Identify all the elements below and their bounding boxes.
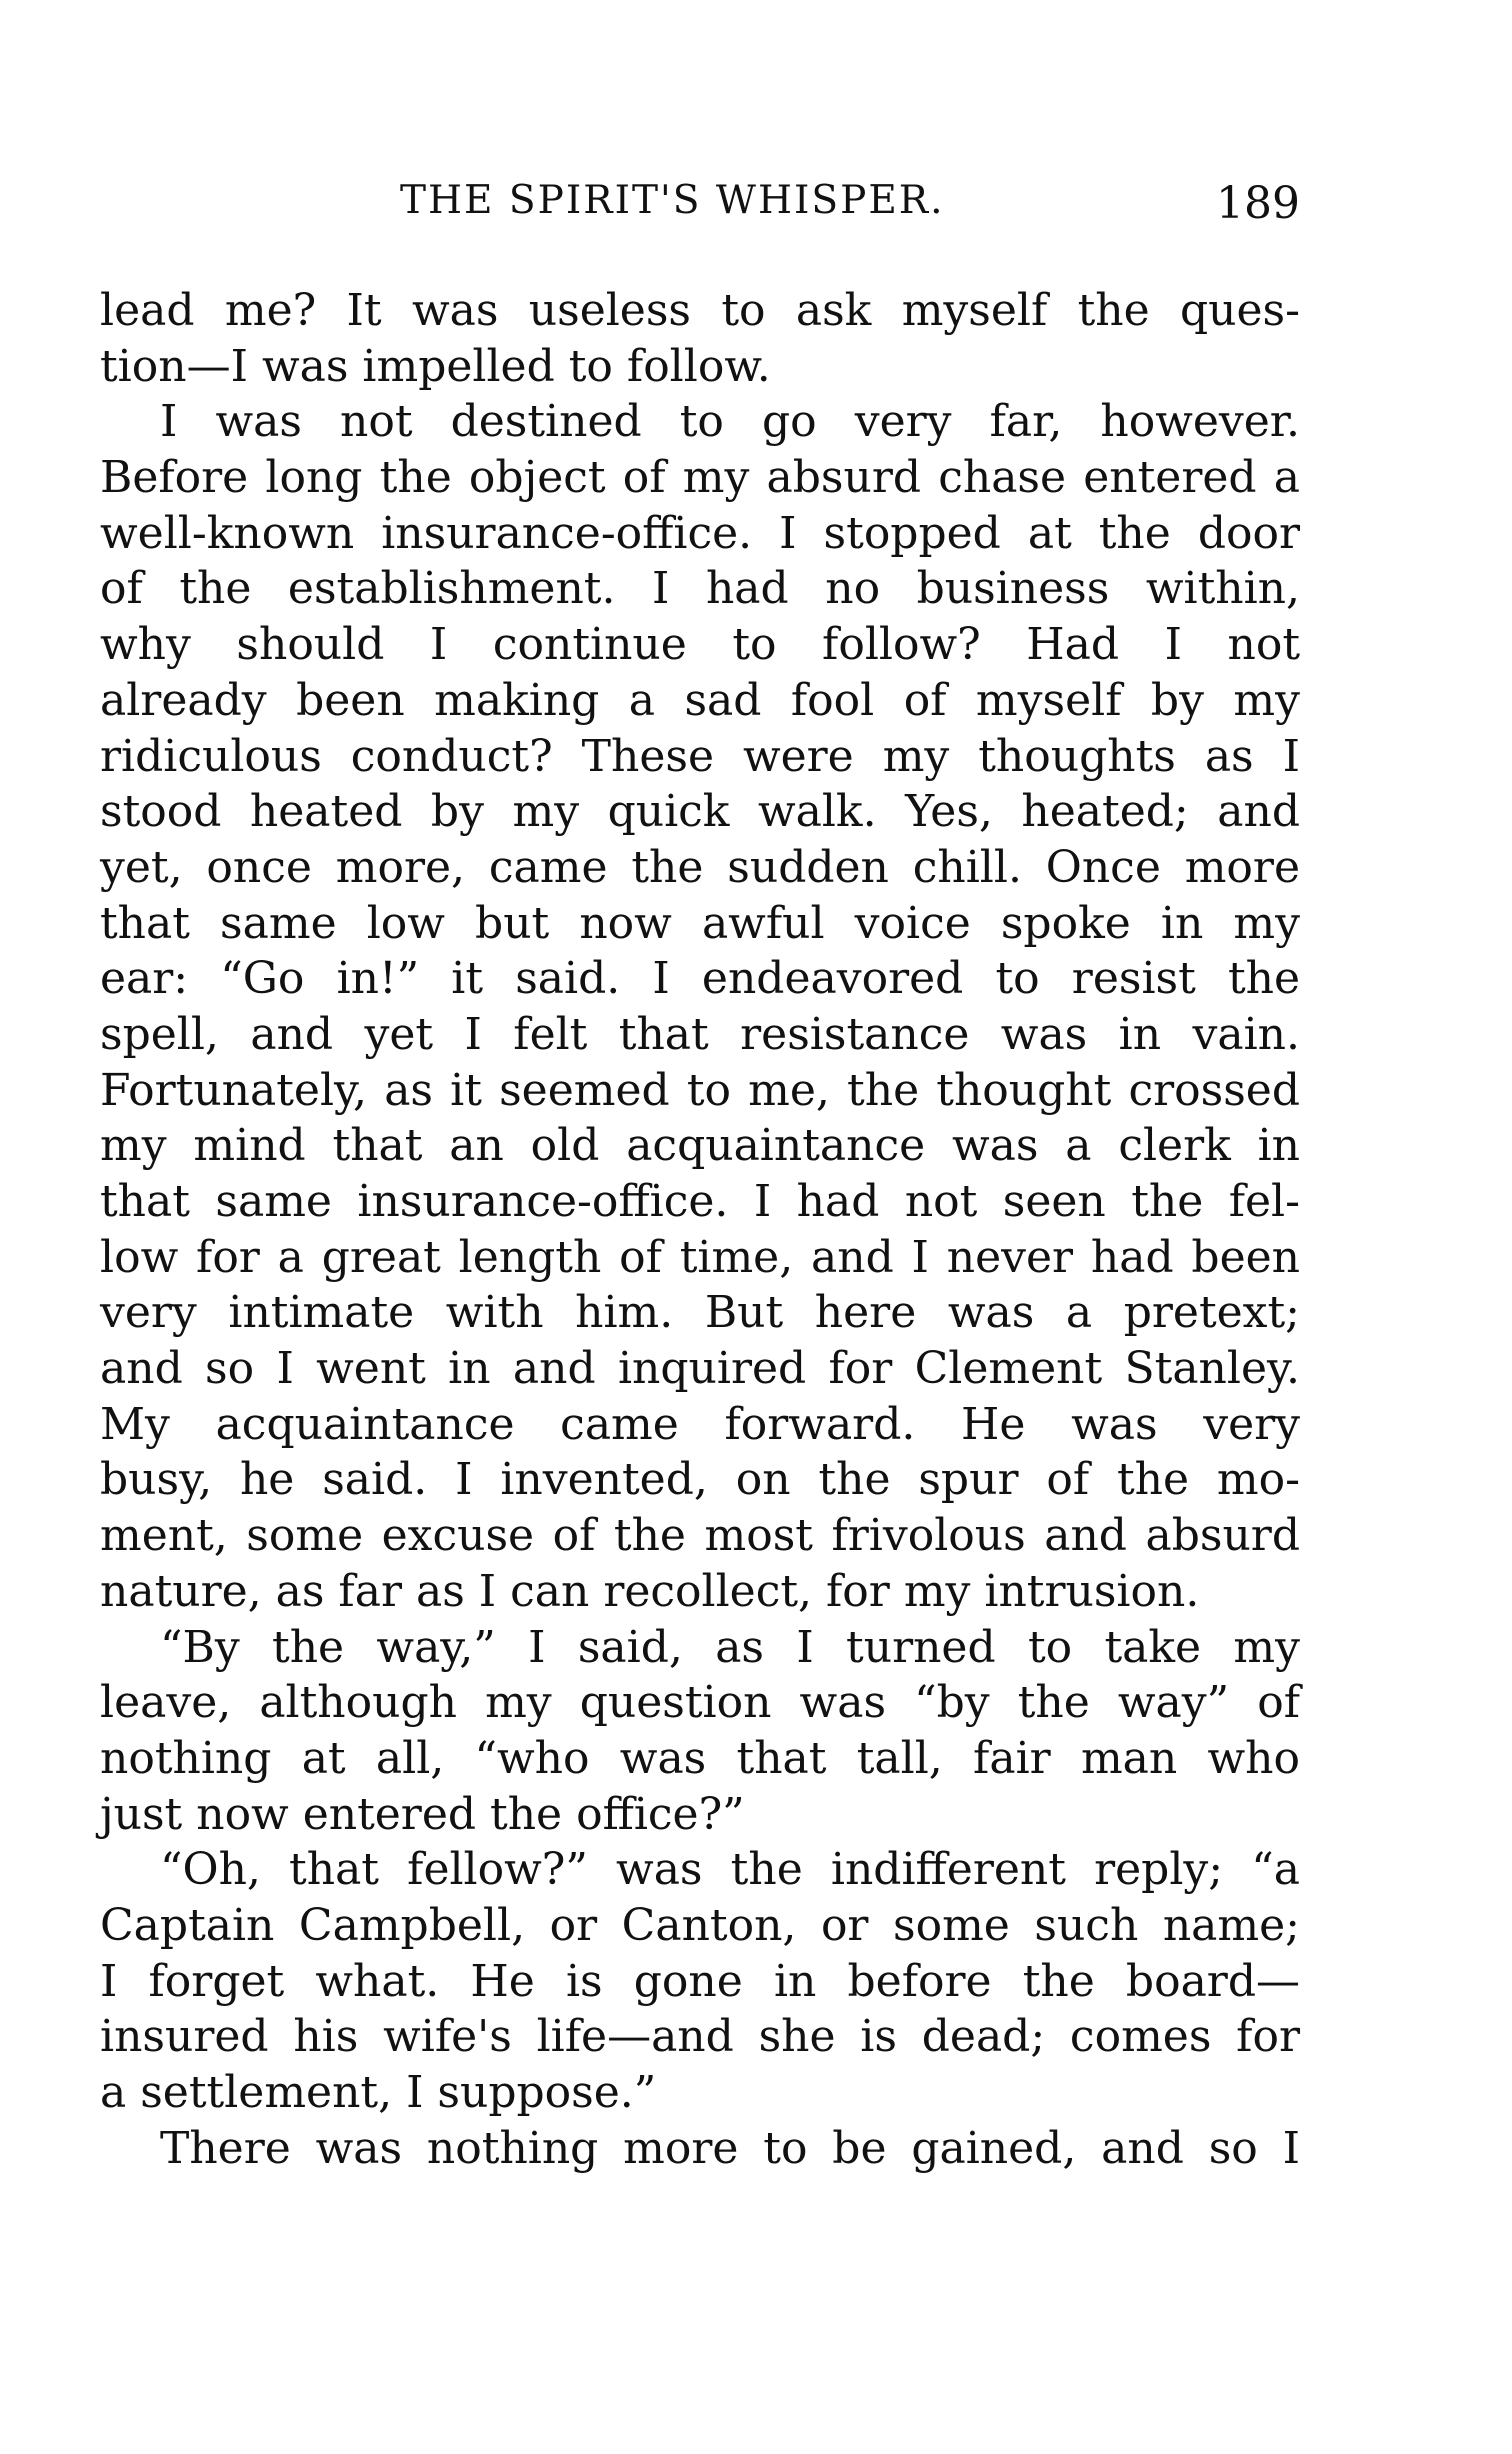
text-line: yet, once more, came the sudden chill. Once more — [100, 841, 1300, 893]
text-line: tion—I was impelled to follow. — [100, 340, 771, 392]
text-line: There was nothing more to be gained, and so I — [160, 2122, 1300, 2174]
text-line: my mind that an old acquaintance was a clerk in — [100, 1120, 1300, 1172]
text-line: that same low but now awful voice spoke in my — [100, 897, 1300, 949]
text-line: just now entered the office?” — [100, 1788, 745, 1840]
running-title: THE SPIRIT'S WHISPER. — [400, 178, 945, 223]
body-text — [100, 283, 1300, 2176]
text-line: “By the way,” I said, as I turned to take my — [160, 1621, 1300, 1673]
text-line: low for a great length of time, and I never had been — [100, 1231, 1300, 1283]
text-line: lead me? It was useless to ask myself the ques- — [100, 285, 1300, 336]
text-line: ear: “Go in!” it said. I endeavored to resist the — [100, 953, 1300, 1005]
text-line: spell, and yet I felt that resistance was in vain. — [100, 1008, 1300, 1060]
text-line: stood heated by my quick walk. Yes, heated; and — [100, 786, 1300, 838]
text-line: nothing at all, “who was that tall, fair man who — [100, 1732, 1300, 1784]
text-line: that same insurance-office. I had not seen the fel- — [100, 1176, 1300, 1227]
text-line: very intimate with him. But here was a pretext; — [100, 1287, 1300, 1339]
text-line: I forget what. He is gone in before the board— — [100, 1955, 1300, 2007]
text-line: My acquaintance came forward. He was very — [100, 1398, 1300, 1450]
text-line: insured his wife's life—and she is dead; comes for — [100, 2011, 1300, 2063]
text-line: already been making a sad fool of myself by my — [100, 674, 1300, 726]
text-line: and so I went in and inquired for Clement Stanley. — [100, 1343, 1300, 1395]
text-line: “Oh, that fellow?” was the indifferent reply; “a — [160, 1844, 1300, 1896]
text-line: ment, some excuse of the most frivolous and absurd — [100, 1510, 1300, 1562]
running-head — [100, 178, 1300, 238]
text-line: ridiculous conduct? These were my thoughts as I — [100, 730, 1300, 782]
text-line: busy, he said. I invented, on the spur of the mo- — [100, 1454, 1300, 1506]
text-line: well-known insurance-office. I stopped at the door — [100, 507, 1300, 559]
page-number: 189 — [1216, 178, 1300, 229]
text-line: why should I continue to follow? Had I not — [100, 619, 1300, 671]
text-line: Fortunately, as it seemed to me, the thought crossed — [100, 1064, 1300, 1116]
text-line: Captain Campbell, or Canton, or some such name; — [100, 1899, 1300, 1951]
text-line: Before long the object of my absurd chase entered a — [100, 452, 1300, 504]
text-line: I was not destined to go very far, however. — [160, 396, 1300, 448]
text-line: leave, although my question was “by the way” of — [100, 1677, 1300, 1729]
text-line: a settlement, I suppose.” — [100, 2067, 657, 2118]
text-line: nature, as far as I can recollect, for my intrusion. — [100, 1565, 1200, 1617]
text-line: of the establishment. I had no business within, — [100, 563, 1300, 615]
